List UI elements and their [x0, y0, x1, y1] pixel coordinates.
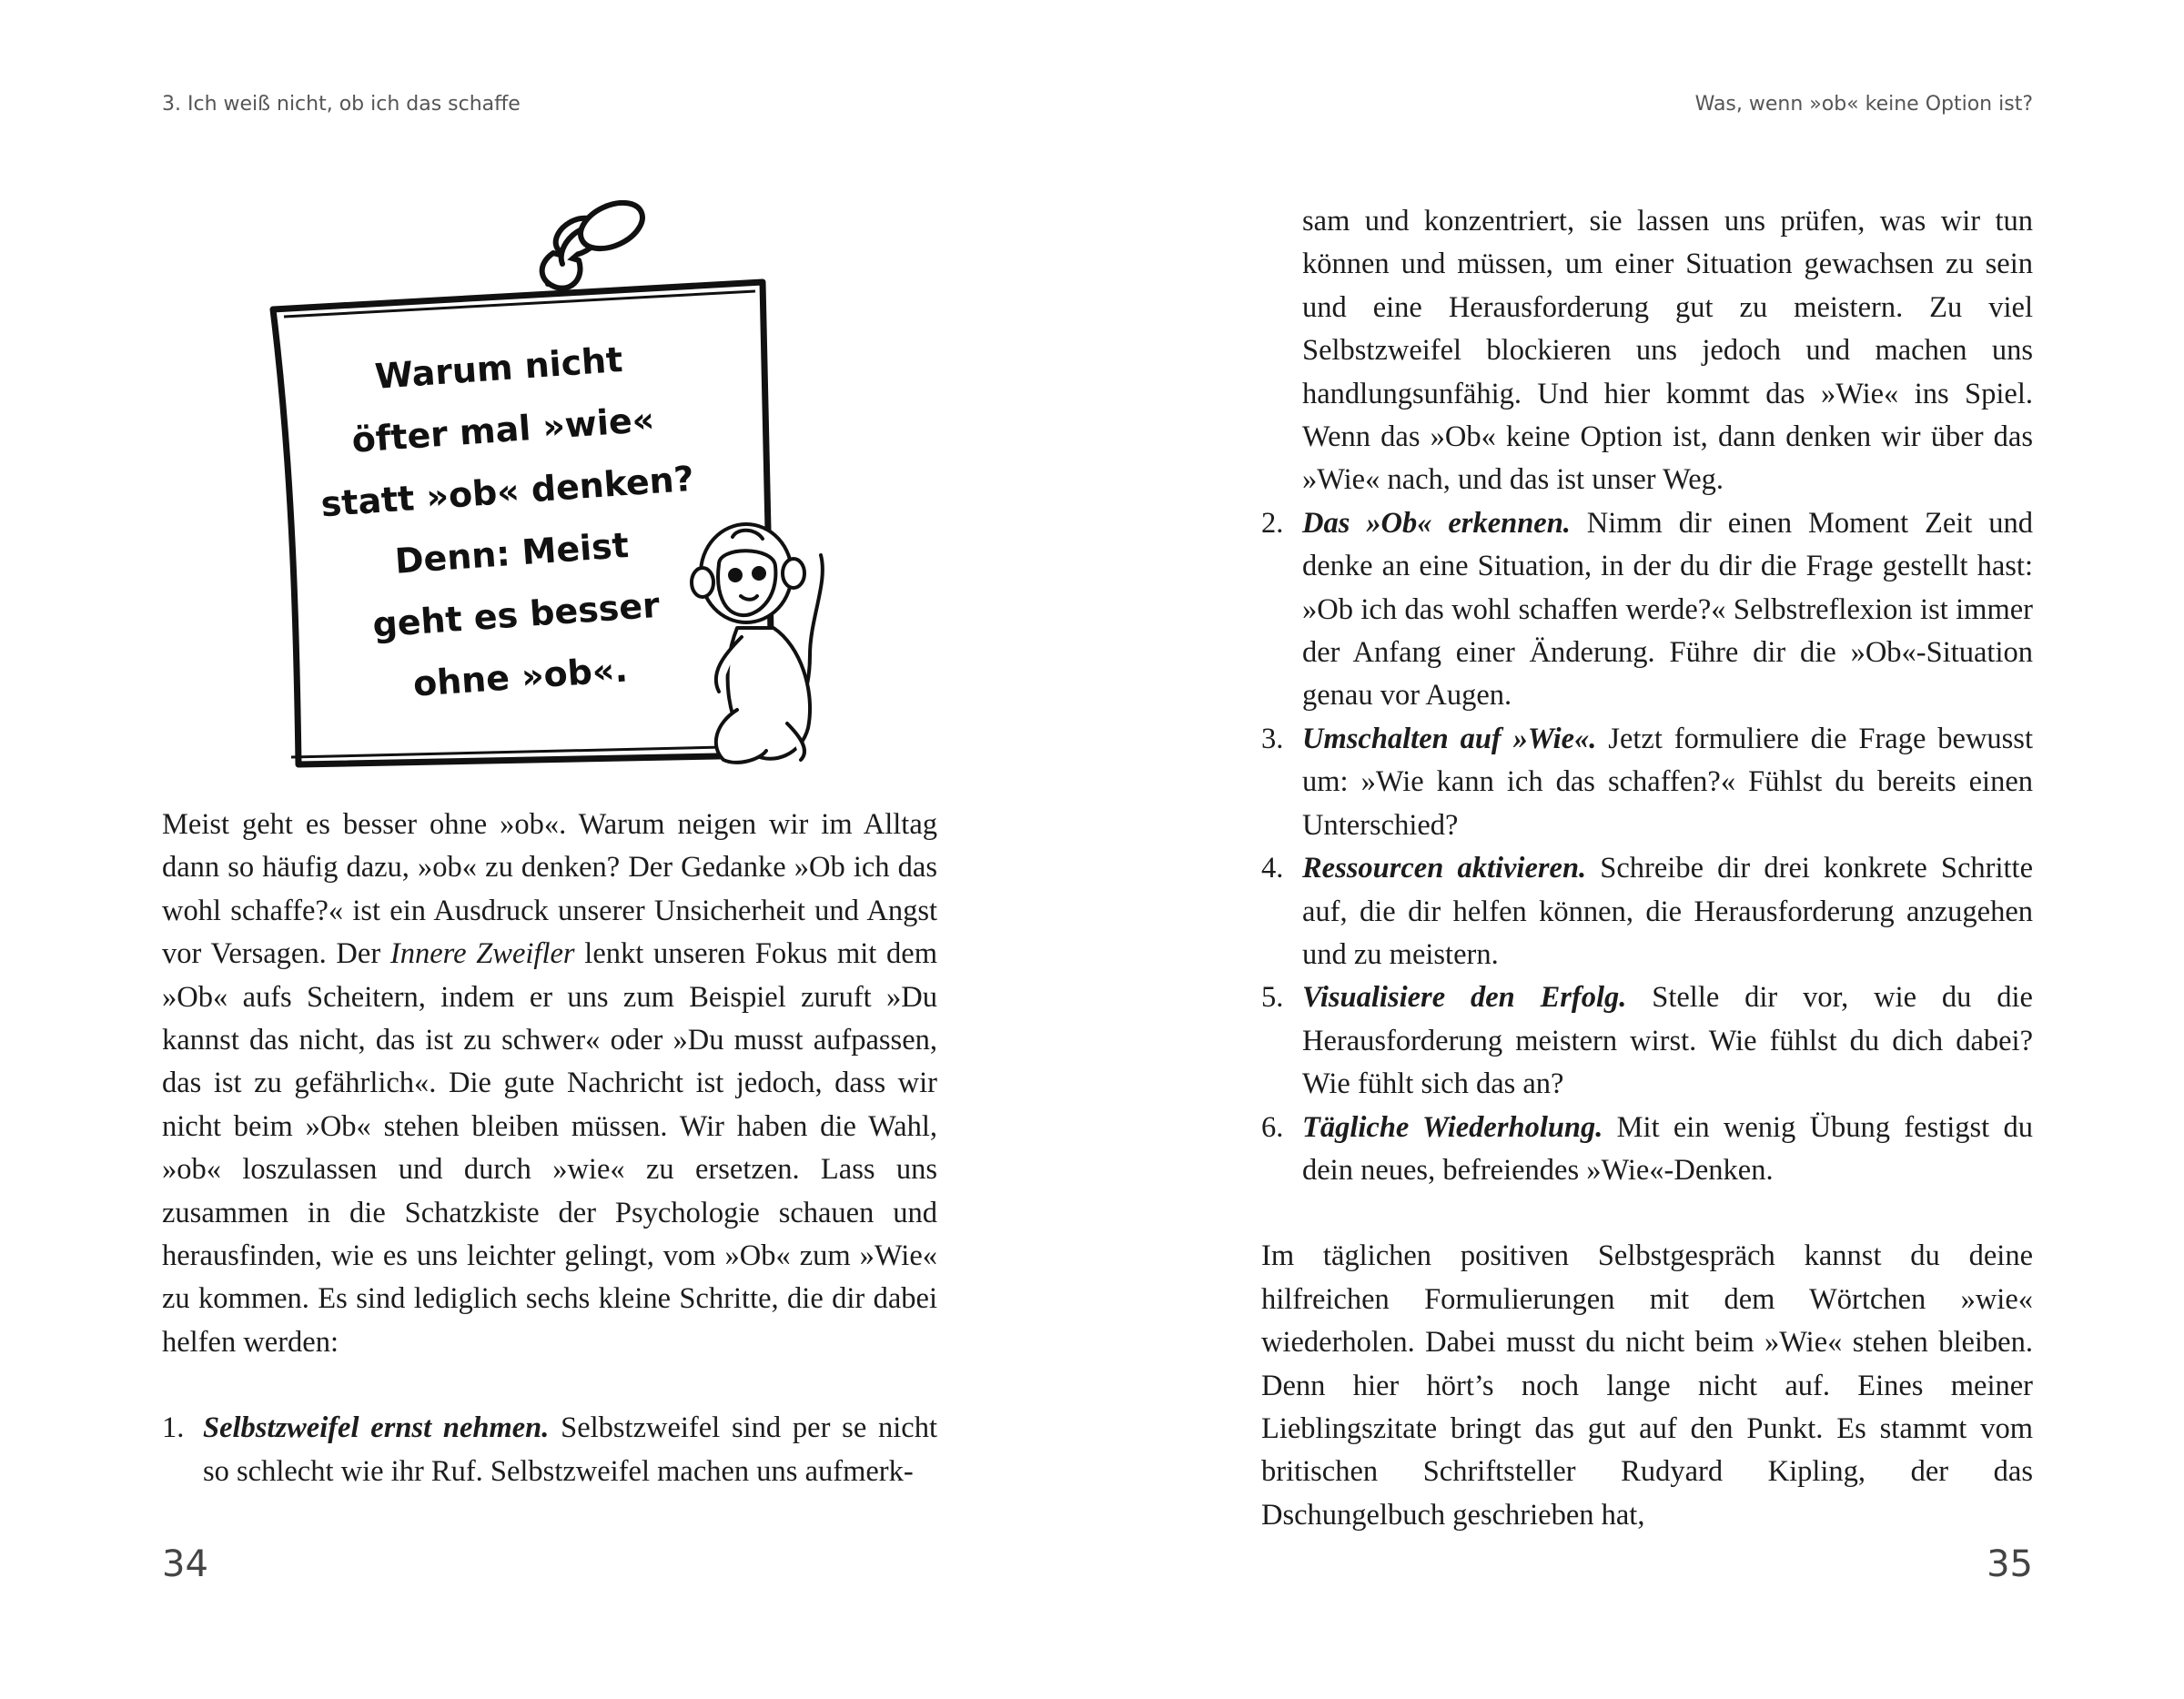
paragraph: Im täglichen positiven Selbstgespräch kannst du deine hilfreichen Formulierungen mit dem Wörtchen »wie« wiederholen. Dabei musst du nicht beim »Wie« stehen bleiben. Denn hier hört’s noch lange nicht auf. Eines meiner Lieblingszitate bringt das gut auf den Punkt. Es stammt vom britischen Schriftsteller Rudyard Kipling, der das Dschungelbuch geschrieben hat,: [1261, 1239, 2033, 1532]
list-item-lead: Umschalten auf »Wie«.: [1302, 722, 1597, 755]
right-page: [1092, 0, 2184, 1699]
list-number: 1.: [162, 1411, 185, 1445]
note-line: Denn: Meist: [393, 524, 631, 582]
steps-list: [1261, 200, 2033, 1192]
list-item-lead: Selbstzweifel ernst nehmen.: [203, 1411, 550, 1445]
note-text: [306, 324, 713, 721]
list-number: 3.: [1261, 722, 1284, 755]
note-line: statt »ob« denken?: [319, 458, 696, 525]
steps-list: [162, 1407, 937, 1493]
paragraph: [162, 804, 937, 1364]
list-item-text: Schreibe dir drei konkrete Schritte auf, die dir helfen können, die Herausforderung anzugehen und zu meistern.: [1302, 852, 2033, 971]
list-item-text: Mit ein wenig Übung festigst du dein neues, befreiendes »Wie«-Denken.: [1302, 1110, 2033, 1187]
list-item: [1261, 847, 2033, 976]
running-head-left: 3. Ich weiß nicht, ob ich das schaffe: [162, 93, 521, 116]
right-body-text: [1261, 200, 2033, 1537]
list-item-text: Jetzt formuliere die Frage bewusst um: »Wie kann ich das schaffen?« Fühlst du bereits einen Unterschied?: [1302, 722, 2033, 842]
list-item-text: Selbstzweifel sind per se nicht so schlecht wie ihr Ruf. Selbstzweifel machen uns aufmerk-: [203, 1411, 937, 1488]
list-item-continued: [1261, 200, 2033, 502]
pushpin-icon: [542, 200, 650, 288]
pinned-note-illustration: [264, 200, 883, 783]
emphasis-text: Innere Zweifler: [389, 937, 575, 971]
list-item: [1261, 1107, 2033, 1193]
paragraph-text: Meist geht es besser ohne »ob«. Warum neigen wir im Alltag dann so häufig dazu, »ob« zu denken? Der Gedanke »Ob ich das wohl schaffe?« ist ein Ausdruck unserer Unsicherheit und Angst vor Versagen. Der: [162, 808, 937, 971]
running-head-right: Was, wenn »ob« keine Option ist?: [1694, 93, 2033, 116]
list-number: 5.: [1261, 981, 1284, 1015]
list-number: 6.: [1261, 1110, 1284, 1144]
list-item-lead: Ressourcen aktivieren.: [1302, 852, 1587, 885]
list-item-text: Stelle dir vor, wie du die Herausforderung meistern wirst. Wie fühlst du dich dabei? Wie fühlt sich das an?: [1302, 981, 2033, 1101]
list-number: 4.: [1261, 852, 1284, 885]
note-line: geht es besser: [371, 584, 662, 645]
list-item-text: Nimm dir einen Moment Zeit und denke an eine Situation, in der du dir die Frage gestellt hast: »Ob ich das wohl schaffen werde?« Selbstreflexion ist immer der Anfang einer Änderung. Führe dir die »Ob«-Situation genau vor Augen.: [1302, 506, 2033, 713]
list-item: [1261, 718, 2033, 847]
list-item-lead: Tägliche Wiederholung.: [1302, 1110, 1603, 1144]
list-number: 2.: [1261, 506, 1284, 540]
note-line: öfter mal »wie«: [350, 399, 656, 460]
list-item-lead: Das »Ob« erkennen.: [1302, 506, 1571, 540]
list-item-lead: Visualisiere den Erfolg.: [1302, 981, 1627, 1015]
list-item: [1261, 502, 2033, 718]
page-number-left: 34: [162, 1543, 208, 1585]
paragraph-text: lenkt unseren Fokus mit dem »Ob« aufs Scheitern, indem er uns zum Beispiel zuruft »Du kannst das nicht, das ist zu schwer« oder »Du musst aufpassen, das ist zu gefährlich«. Die gute Nachricht ist jedoch, dass wir nicht beim »Ob« stehen bleiben müssen. Wir haben die Wahl, »ob« loszulassen und durch »wie« zu ersetzen. Lass uns zusammen in die Schatzkiste der Psychologie schauen und herausfinden, wie es uns leichter gelingt, vom »Ob« zum »Wie« zu kommen. Es sind lediglich sechs kleine Schritte, die dir dabei helfen werden:: [162, 937, 938, 1359]
list-item-text: sam und konzentriert, sie lassen uns prüfen, was wir tun können und müssen, um einer Situation gewachsen zu sein und eine Herausforderung gut zu meistern. Zu viel Selbstzweifel blockieren uns jedoch und machen uns handlungsunfähig. Und hier kommt das »Wie« ins Spiel. Wenn das »Ob« keine Option ist, dann denken wir über das »Wie« nach, und das ist unser Weg.: [1302, 205, 2033, 497]
list-item: [1261, 976, 2033, 1106]
left-body-text: [162, 804, 937, 1493]
page-number-right: 35: [1987, 1543, 2033, 1585]
note-line: ohne »ob«.: [411, 649, 630, 704]
note-line: Warum nicht: [373, 339, 624, 397]
list-item: [162, 1407, 937, 1493]
